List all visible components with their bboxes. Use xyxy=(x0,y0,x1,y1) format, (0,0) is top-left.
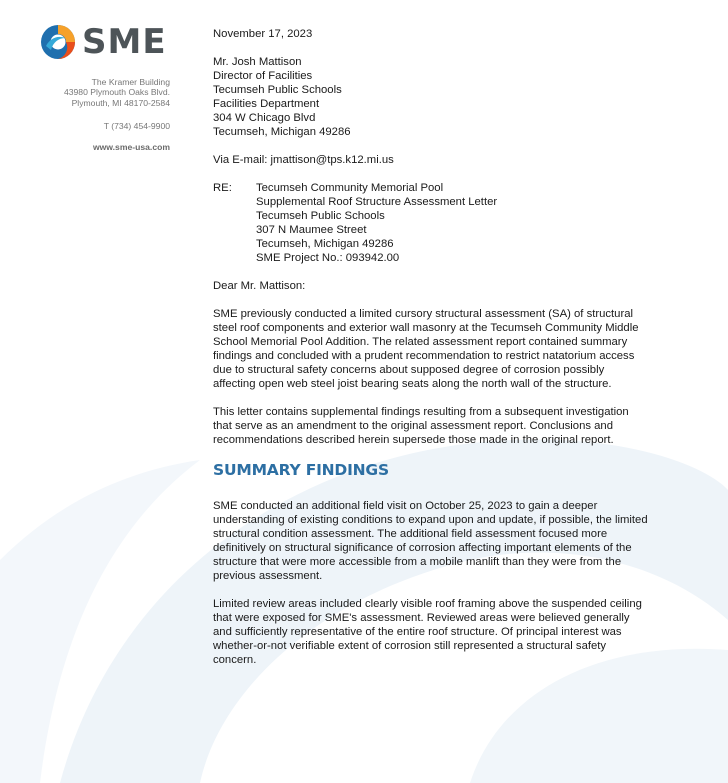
re-line: 307 N Maumee Street xyxy=(256,224,367,236)
salutation: Dear Mr. Mattison: xyxy=(213,280,306,292)
logo-wordmark: SME xyxy=(82,22,167,62)
recipient-line: 304 W Chicago Blvd xyxy=(213,112,316,124)
recipient-line: Facilities Department xyxy=(213,98,320,110)
address-line: Plymouth, MI 48170-2584 xyxy=(71,97,170,108)
re-line: Tecumseh Community Memorial Pool xyxy=(256,182,444,194)
company-phone: T (734) 454-9900 xyxy=(103,121,170,131)
re-block xyxy=(213,181,648,265)
recipient-line: Tecumseh Public Schools xyxy=(213,84,342,96)
sme-logo-icon xyxy=(40,24,76,60)
re-line: Tecumseh, Michigan 49286 xyxy=(256,238,394,250)
section-heading: SUMMARY FINDINGS xyxy=(213,461,389,479)
recipient-line: Mr. Josh Mattison xyxy=(213,56,302,68)
re-label: RE: xyxy=(213,182,232,194)
recipient-line: Tecumseh, Michigan 49286 xyxy=(213,126,351,138)
findings-paragraph: SME conducted an additional field visit on October 25, 2023 to gain a deeper understanding of existing conditions to expand upon and update, if possible, the limited structural condition assessment. The additional field assessment focused more definitively on structural significance of corrosion affecting important elements of the structure that were more accessible from a mobile manlift than they were from the previous assessment. xyxy=(213,500,648,582)
address-line: 43980 Plymouth Oaks Blvd. xyxy=(63,87,170,98)
intro-paragraph: SME previously conducted a limited cursory structural assessment (SA) of structural steel roof components and exterior wall masonry at the Tecumseh Community Middle School Memorial Pool Addition. The related assessment report contained summary findings and concluded with a prudent recommendation to restrict natatorium access due to structural safety concerns about supposed degree of corrosion possibly affecting open web steel joist bearing seats along the north wall of the structure. xyxy=(213,308,639,390)
recipient-line: Director of Facilities xyxy=(213,70,313,82)
re-line: SME Project No.: 093942.00 xyxy=(256,252,400,264)
company-logo xyxy=(40,24,167,60)
recipient-block xyxy=(213,55,648,139)
letter-body xyxy=(213,27,648,681)
address-line: The Kramer Building xyxy=(91,77,170,87)
re-line: Supplemental Roof Structure Assessment Letter xyxy=(256,196,498,208)
re-line: Tecumseh Public Schools xyxy=(256,210,385,222)
findings-paragraph: Limited review areas included clearly visible roof framing above the suspended ceiling that were exposed for SME's assessment. Reviewed areas were believed generally and sufficiently representative of the entire roof structure. Of principal interest was whether-or-not verifiable extent of corrosion still represented a structural safety concern. xyxy=(213,598,642,666)
letter-date: November 17, 2023 xyxy=(213,28,313,40)
via-email: Via E-mail: jmattison@tps.k12.mi.us xyxy=(213,154,394,166)
company-website[interactable]: www.sme-usa.com xyxy=(92,142,170,152)
intro-paragraph: This letter contains supplemental findings resulting from a subsequent investigation that serve as an amendment to the original assessment report. Conclusions and recommendations described herein supersede those made in the original report. xyxy=(213,406,629,446)
company-address xyxy=(64,77,170,108)
